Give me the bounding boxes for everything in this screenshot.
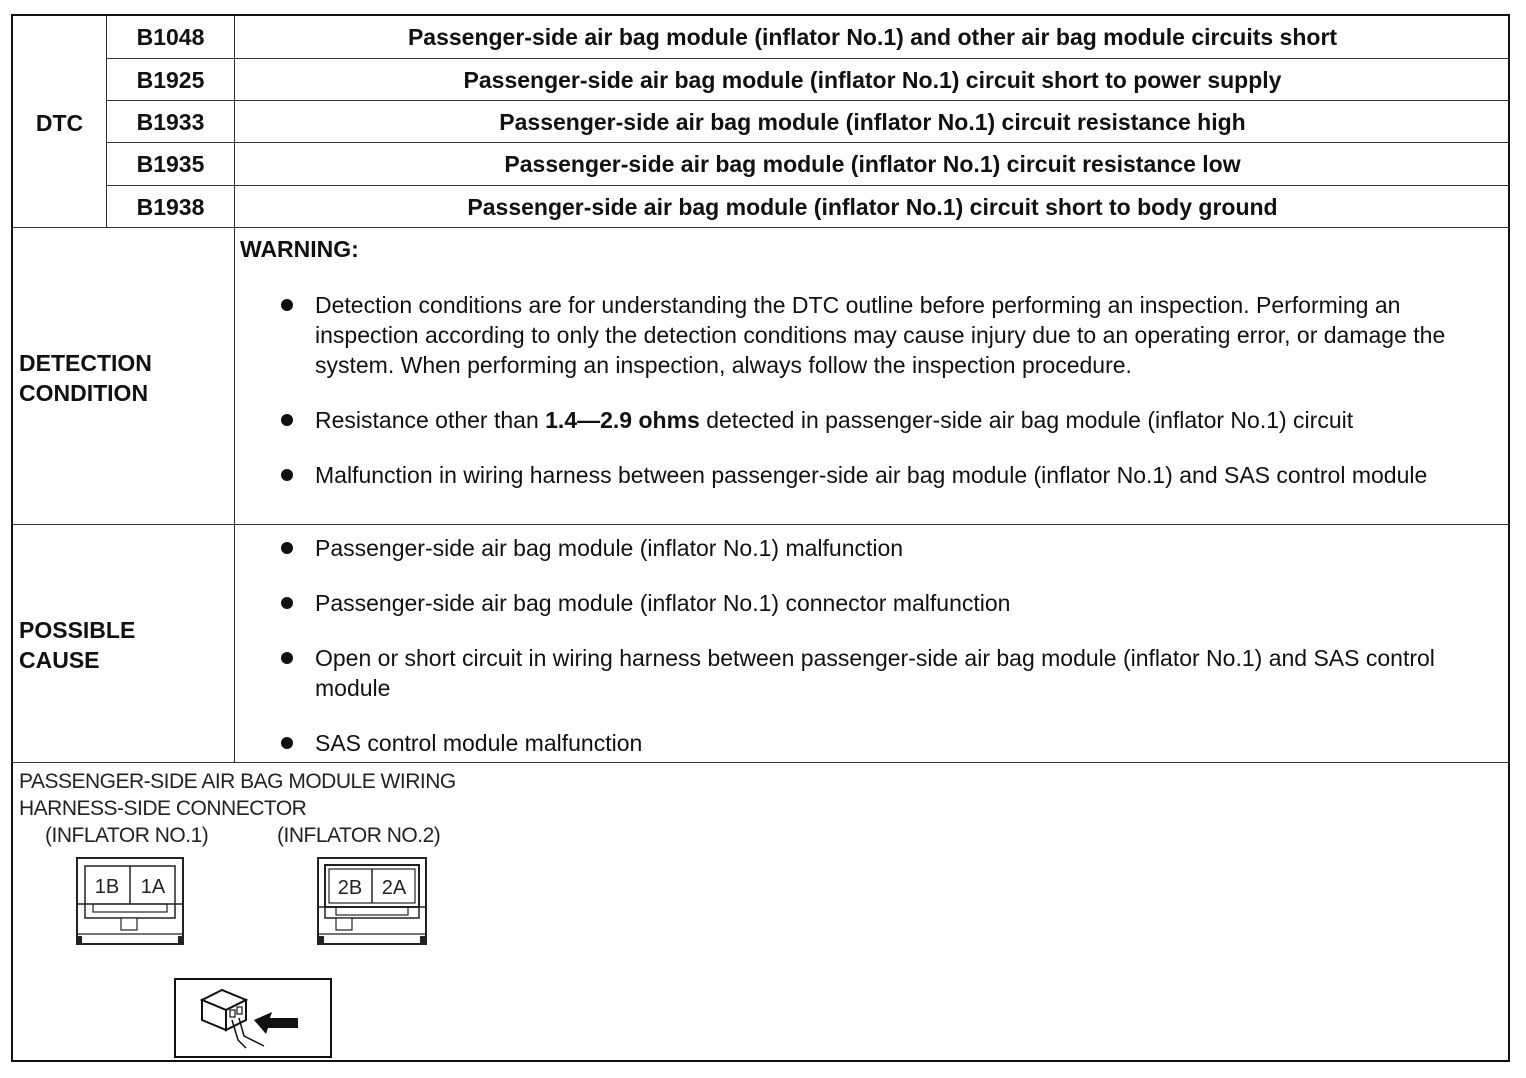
label-line: POSSIBLE bbox=[19, 617, 136, 643]
resistance-suffix: detected in passenger-side air bag module (inflator No.1) circuit bbox=[699, 407, 1354, 433]
bullet-icon bbox=[281, 469, 293, 481]
bullet-text: SAS control module malfunction bbox=[315, 730, 643, 756]
dtc-code: B1938 bbox=[136, 194, 205, 220]
dtc-description: Passenger-side air bag module (inflator No.1) circuit short to power supply bbox=[463, 67, 1282, 93]
bullet-icon bbox=[281, 597, 293, 609]
resistance-prefix: Resistance other than bbox=[315, 407, 546, 433]
dtc-code: B1925 bbox=[136, 67, 205, 93]
bullet-text: Malfunction in wiring harness between passenger-side air bag module (inflator No.1) and SAS control module bbox=[315, 462, 1428, 488]
connector-title-line1: PASSENGER-SIDE AIR BAG MODULE WIRING bbox=[19, 770, 456, 793]
label-line: DETECTION bbox=[19, 350, 152, 376]
detection-bullet bbox=[281, 290, 1491, 385]
pin-label: 1A bbox=[140, 876, 166, 898]
dtc-description: Passenger-side air bag module (inflator No.1) circuit resistance low bbox=[504, 151, 1241, 177]
label-line: CONDITION bbox=[19, 380, 149, 406]
detection-bullet bbox=[281, 460, 1491, 522]
bullet-icon bbox=[281, 737, 293, 749]
inflator1-connector-icon bbox=[75, 856, 187, 948]
pin-label: 1B bbox=[94, 876, 120, 898]
dtc-description: Passenger-side air bag module (inflator No.1) circuit short to body ground bbox=[467, 194, 1278, 220]
resistance-value: 1.4—2.9 ohms bbox=[545, 407, 700, 433]
dtc-code: B1933 bbox=[136, 109, 205, 135]
bullet-icon bbox=[281, 414, 293, 426]
bullet-text: Passenger-side air bag module (inflator No.1) malfunction bbox=[315, 535, 904, 561]
inflator2-connector-icon bbox=[316, 856, 430, 948]
dtc-code: B1048 bbox=[136, 24, 205, 50]
inflator2-label: (INFLATOR NO.2) bbox=[277, 824, 441, 847]
warning-title: WARNING: bbox=[240, 236, 359, 262]
detection-condition-label bbox=[19, 348, 234, 408]
dtc-description: Passenger-side air bag module (inflator No.1) and other air bag module circuits short bbox=[407, 24, 1338, 50]
dtc-description: Passenger-side air bag module (inflator No.1) circuit resistance high bbox=[499, 109, 1246, 135]
possible-cause-label bbox=[19, 615, 234, 675]
dtc-table bbox=[11, 14, 1510, 1062]
label-line: CAUSE bbox=[19, 647, 100, 673]
pin-label: 2A bbox=[381, 877, 407, 899]
dtc-code: B1935 bbox=[136, 151, 205, 177]
bullet-text: Open or short circuit in wiring harness between passenger-side air bag module (inflator No.1) and SAS control module bbox=[315, 645, 1435, 701]
bullet-text: Passenger-side air bag module (inflator No.1) connector malfunction bbox=[315, 590, 1011, 616]
pin-label: 2B bbox=[337, 877, 363, 899]
inflator1-label: (INFLATOR NO.1) bbox=[45, 824, 209, 847]
dtc-label: DTC bbox=[35, 110, 84, 136]
section-divider bbox=[13, 762, 1510, 763]
bullet-text bbox=[315, 405, 1485, 435]
bullet-text: Detection conditions are for understanding the DTC outline before performing an inspection. Performing an inspection according to only the detection conditions may cause injury due to an operating error, or damage the system. When performing an inspection, always follow the inspection procedure. bbox=[315, 292, 1446, 378]
connector-probe-icon bbox=[174, 978, 332, 1058]
bullet-icon bbox=[281, 542, 293, 554]
connector-title-line2: HARNESS-SIDE CONNECTOR bbox=[19, 797, 307, 820]
bullet-icon bbox=[281, 652, 293, 664]
bullet-icon bbox=[281, 299, 293, 311]
detection-bullet bbox=[281, 405, 1491, 437]
section-divider bbox=[13, 524, 1510, 525]
